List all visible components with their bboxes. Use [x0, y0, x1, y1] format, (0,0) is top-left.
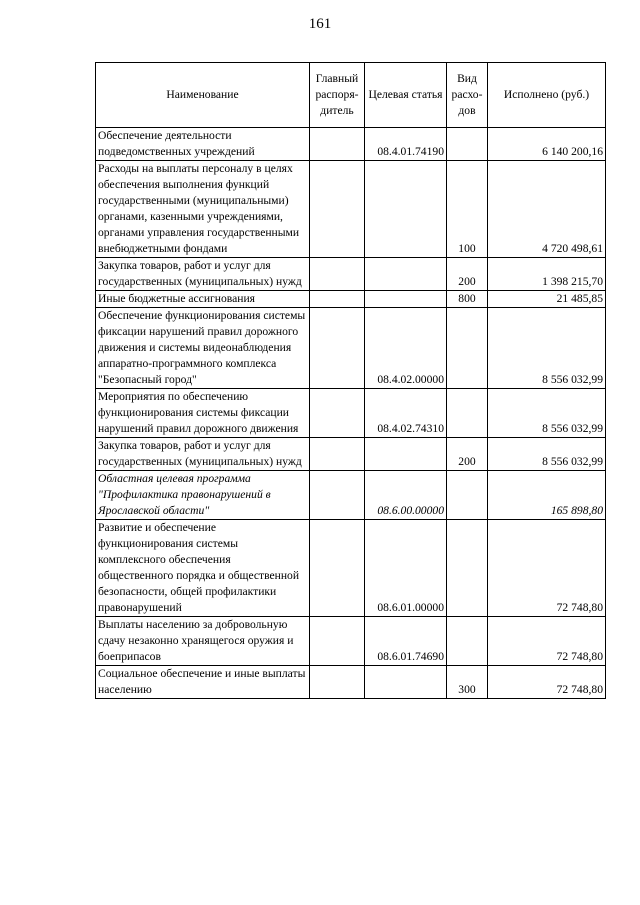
page-number: 161 [308, 16, 332, 32]
cell-executed: 8 556 032,99 [488, 389, 606, 438]
cell-expense-type [447, 308, 488, 389]
header-name: Наименование [96, 63, 310, 128]
cell-main-manager [310, 291, 365, 308]
cell-name: Областная целевая программа "Профилактика правонарушений в Ярославской области" [96, 471, 310, 520]
table-row [96, 128, 606, 161]
cell-executed: 165 898,80 [488, 471, 606, 520]
cell-target-article [365, 438, 447, 471]
table-row [96, 258, 606, 291]
cell-target-article: 08.4.02.74310 [365, 389, 447, 438]
table-row [96, 471, 606, 520]
cell-expense-type [447, 520, 488, 617]
cell-executed: 72 748,80 [488, 520, 606, 617]
header-target-article: Целевая статья [365, 63, 447, 128]
cell-expense-type [447, 617, 488, 666]
cell-expense-type: 200 [447, 438, 488, 471]
cell-target-article [365, 258, 447, 291]
cell-main-manager [310, 520, 365, 617]
cell-target-article [365, 666, 447, 699]
cell-name: Выплаты населению за добровольную сдачу незаконно хранящегося оружия и боеприпасов [96, 617, 310, 666]
cell-expense-type: 300 [447, 666, 488, 699]
table-row [96, 161, 606, 258]
cell-expense-type [447, 128, 488, 161]
table-row [96, 291, 606, 308]
cell-expense-type: 800 [447, 291, 488, 308]
cell-main-manager [310, 308, 365, 389]
cell-target-article: 08.6.00.00000 [365, 471, 447, 520]
cell-name: Закупка товаров, работ и услуг для государственных (муниципальных) нужд [96, 258, 310, 291]
cell-name: Социальное обеспечение и иные выплаты населению [96, 666, 310, 699]
cell-expense-type: 100 [447, 161, 488, 258]
budget-execution-table [95, 62, 606, 699]
cell-executed: 72 748,80 [488, 617, 606, 666]
table-body [96, 128, 606, 699]
cell-name: Обеспечение деятельности подведомственных учреждений [96, 128, 310, 161]
cell-executed: 6 140 200,16 [488, 128, 606, 161]
table-row [96, 666, 606, 699]
cell-main-manager [310, 128, 365, 161]
cell-name: Закупка товаров, работ и услуг для государственных (муниципальных) нужд [96, 438, 310, 471]
cell-name: Расходы на выплаты персоналу в целях обеспечения выполнения функций государственными (муниципальными) органами, казенными учреждениями, органами управления государственными внебюджетными фондами [96, 161, 310, 258]
cell-main-manager [310, 617, 365, 666]
cell-target-article: 08.4.01.74190 [365, 128, 447, 161]
cell-main-manager [310, 666, 365, 699]
cell-main-manager [310, 389, 365, 438]
cell-name: Мероприятия по обеспечению функционирования системы фиксации нарушений правил дорожного движения [96, 389, 310, 438]
cell-main-manager [310, 438, 365, 471]
cell-executed: 8 556 032,99 [488, 438, 606, 471]
cell-target-article: 08.6.01.00000 [365, 520, 447, 617]
cell-main-manager [310, 258, 365, 291]
cell-name: Иные бюджетные ассигнования [96, 291, 310, 308]
cell-main-manager [310, 471, 365, 520]
cell-target-article [365, 161, 447, 258]
header-expense-type: Вид расхо-дов [447, 63, 488, 128]
cell-executed: 1 398 215,70 [488, 258, 606, 291]
header-main-manager: Главный распоря-дитель [310, 63, 365, 128]
header-executed: Исполнено (руб.) [488, 63, 606, 128]
table-row [96, 617, 606, 666]
table-row [96, 438, 606, 471]
cell-target-article [365, 291, 447, 308]
cell-executed: 8 556 032,99 [488, 308, 606, 389]
cell-name: Развитие и обеспечение функционирования системы комплексного обеспечения общественного порядка и общественной безопасности, общей профилактики правонарушений [96, 520, 310, 617]
cell-executed: 72 748,80 [488, 666, 606, 699]
cell-name: Обеспечение функционирования системы фиксации нарушений правил дорожного движения и системы видеонаблюдения аппаратно-программного комплекса "Безопасный город" [96, 308, 310, 389]
table-row [96, 389, 606, 438]
cell-executed: 4 720 498,61 [488, 161, 606, 258]
cell-executed: 21 485,85 [488, 291, 606, 308]
cell-target-article: 08.6.01.74690 [365, 617, 447, 666]
cell-expense-type: 200 [447, 258, 488, 291]
table-header-row [96, 63, 606, 128]
cell-expense-type [447, 471, 488, 520]
cell-main-manager [310, 161, 365, 258]
table-row [96, 520, 606, 617]
cell-expense-type [447, 389, 488, 438]
table-row [96, 308, 606, 389]
cell-target-article: 08.4.02.00000 [365, 308, 447, 389]
